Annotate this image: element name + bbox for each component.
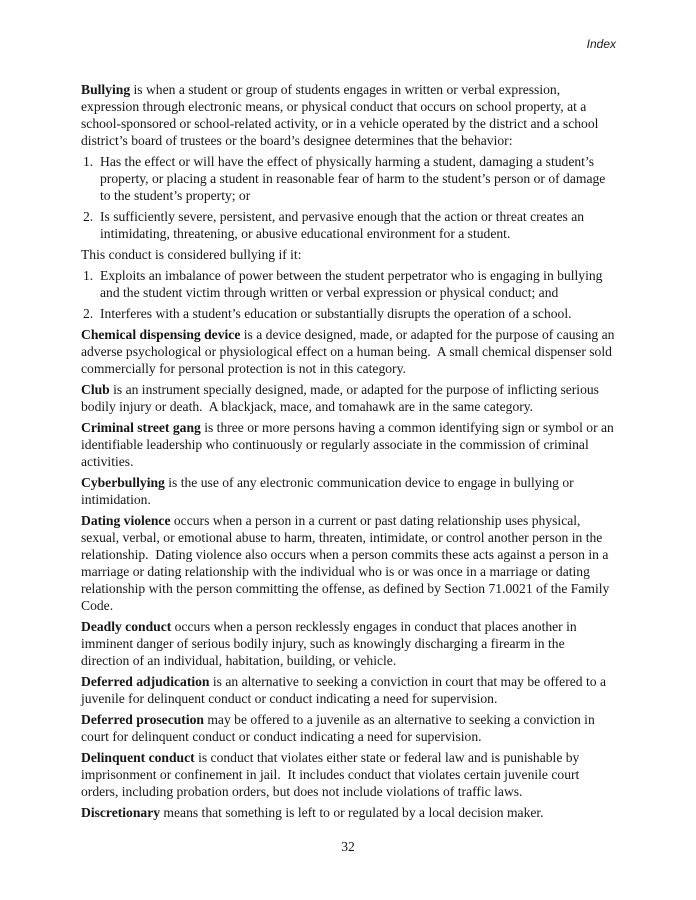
list-item-text: Exploits an imbalance of power between the student perpetrator who is engaging in bullying and the student victim through written or verbal expression or physical conduct; and: [100, 268, 606, 300]
list-item: [81, 305, 616, 322]
definition-bullying: [81, 81, 616, 149]
page-number: 32: [341, 839, 355, 854]
definition-text: is a device designed, made, or adapted for the purpose of causing an adverse psychological or physiological effect on a human being. A small chemical dispenser sold commercially for personal protection is not in this category.: [81, 327, 618, 376]
definition-club: [81, 381, 616, 415]
definition-term: Cyberbullying: [81, 475, 165, 490]
definition-text: occurs when a person in a current or past dating relationship uses physical, sexual, verbal, or emotional abuse to harm, threaten, intimidate, or control another person in the relationship. Dating violence also occurs when a person commits these acts against a person in a marriage or dating relationship with the individual who is or was once in a marriage or dating relationship with the person committing the offense, as defined by Section 71.0021 of the Family Code.: [81, 513, 613, 613]
header-label: Index: [586, 37, 616, 51]
paragraph-text: This conduct is considered bullying if it:: [81, 247, 302, 262]
definition-term: Discretionary: [81, 805, 161, 820]
definition-term: Chemical dispensing device: [81, 327, 241, 342]
list-item-number: 1.: [83, 268, 94, 283]
definition-term: Dating violence: [81, 513, 171, 528]
document-body: [81, 81, 616, 821]
definition-chemical-dispensing-device: [81, 326, 616, 377]
definition-term: Bullying: [81, 82, 131, 97]
definition-dating-violence: [81, 512, 616, 614]
definition-discretionary: [81, 804, 616, 821]
definition-text: is an alternative to seeking a conviction in court that may be offered to a juvenile for delinquent conduct or conduct indicating a need for supervision.: [81, 674, 610, 706]
definition-delinquent-conduct: [81, 749, 616, 800]
definition-text: may be offered to a juvenile as an alternative to seeking a conviction in court for delinquent conduct or conduct indicating a need for supervision.: [81, 712, 599, 744]
definition-text: is an instrument specially designed, made, or adapted for the purpose of inflicting serious bodily injury or death. A blackjack, mace, and tomahawk are in the same category.: [81, 382, 603, 414]
page-header: [81, 38, 616, 50]
definition-deadly-conduct: [81, 618, 616, 669]
list-item-text: Interferes with a student’s education or substantially disrupts the operation of a school.: [100, 306, 572, 321]
definition-text: occurs when a person recklessly engages in conduct that places another in imminent danger of serious bodily injury, such as knowingly discharging a firearm in the direction of an individual, habitation, building, or vehicle.: [81, 619, 581, 668]
list-item-number: 1.: [83, 154, 94, 169]
list-item: [81, 208, 616, 242]
definition-deferred-adjudication: [81, 673, 616, 707]
list-item-number: 2.: [83, 209, 94, 224]
definition-term: Deferred adjudication: [81, 674, 210, 689]
definition-term: Deferred prosecution: [81, 712, 204, 727]
definition-cyberbullying: [81, 474, 616, 508]
paragraph-bullying-conditions: [81, 246, 616, 263]
definition-text: is conduct that violates either state or federal law and is punishable by imprisonment or confinement in jail. It includes conduct that violates certain juvenile court orders, including probation orders, but does not include violations of traffic laws.: [81, 750, 583, 799]
list-item-number: 2.: [83, 306, 94, 321]
list-item-text: Is sufficiently severe, persistent, and pervasive enough that the action or threat creates an intimidating, threatening, or abusive educational environment for a student.: [100, 209, 588, 241]
definition-criminal-street-gang: [81, 419, 616, 470]
list-item: [81, 267, 616, 301]
definition-deferred-prosecution: [81, 711, 616, 745]
definition-term: Club: [81, 382, 110, 397]
list-item-text: Has the effect or will have the effect of physically harming a student, damaging a student’s property, or placing a student in reasonable fear of harm to the student’s person or of damage to the student’s property; or: [100, 154, 609, 203]
definition-text: is three or more persons having a common identifying sign or symbol or an identifiable leadership who continuously or regularly associate in the commission of criminal activities.: [81, 420, 618, 469]
definition-text: is when a student or group of students engages in written or verbal expression, expression through electronic means, or physical conduct that occurs on school property, at a school-sponsored or school-related activity, or in a vehicle operated by the district and a school district’s board of trustees or the board’s designee determines that the behavior:: [81, 82, 602, 148]
definition-text: is the use of any electronic communication device to engage in bullying or intimidation.: [81, 475, 578, 507]
definition-term: Deadly conduct: [81, 619, 172, 634]
list-item: [81, 153, 616, 204]
definition-term: Criminal street gang: [81, 420, 201, 435]
page-footer: [0, 838, 696, 855]
definition-text: means that something is left to or regulated by a local decision maker.: [160, 805, 544, 820]
definition-term: Delinquent conduct: [81, 750, 195, 765]
